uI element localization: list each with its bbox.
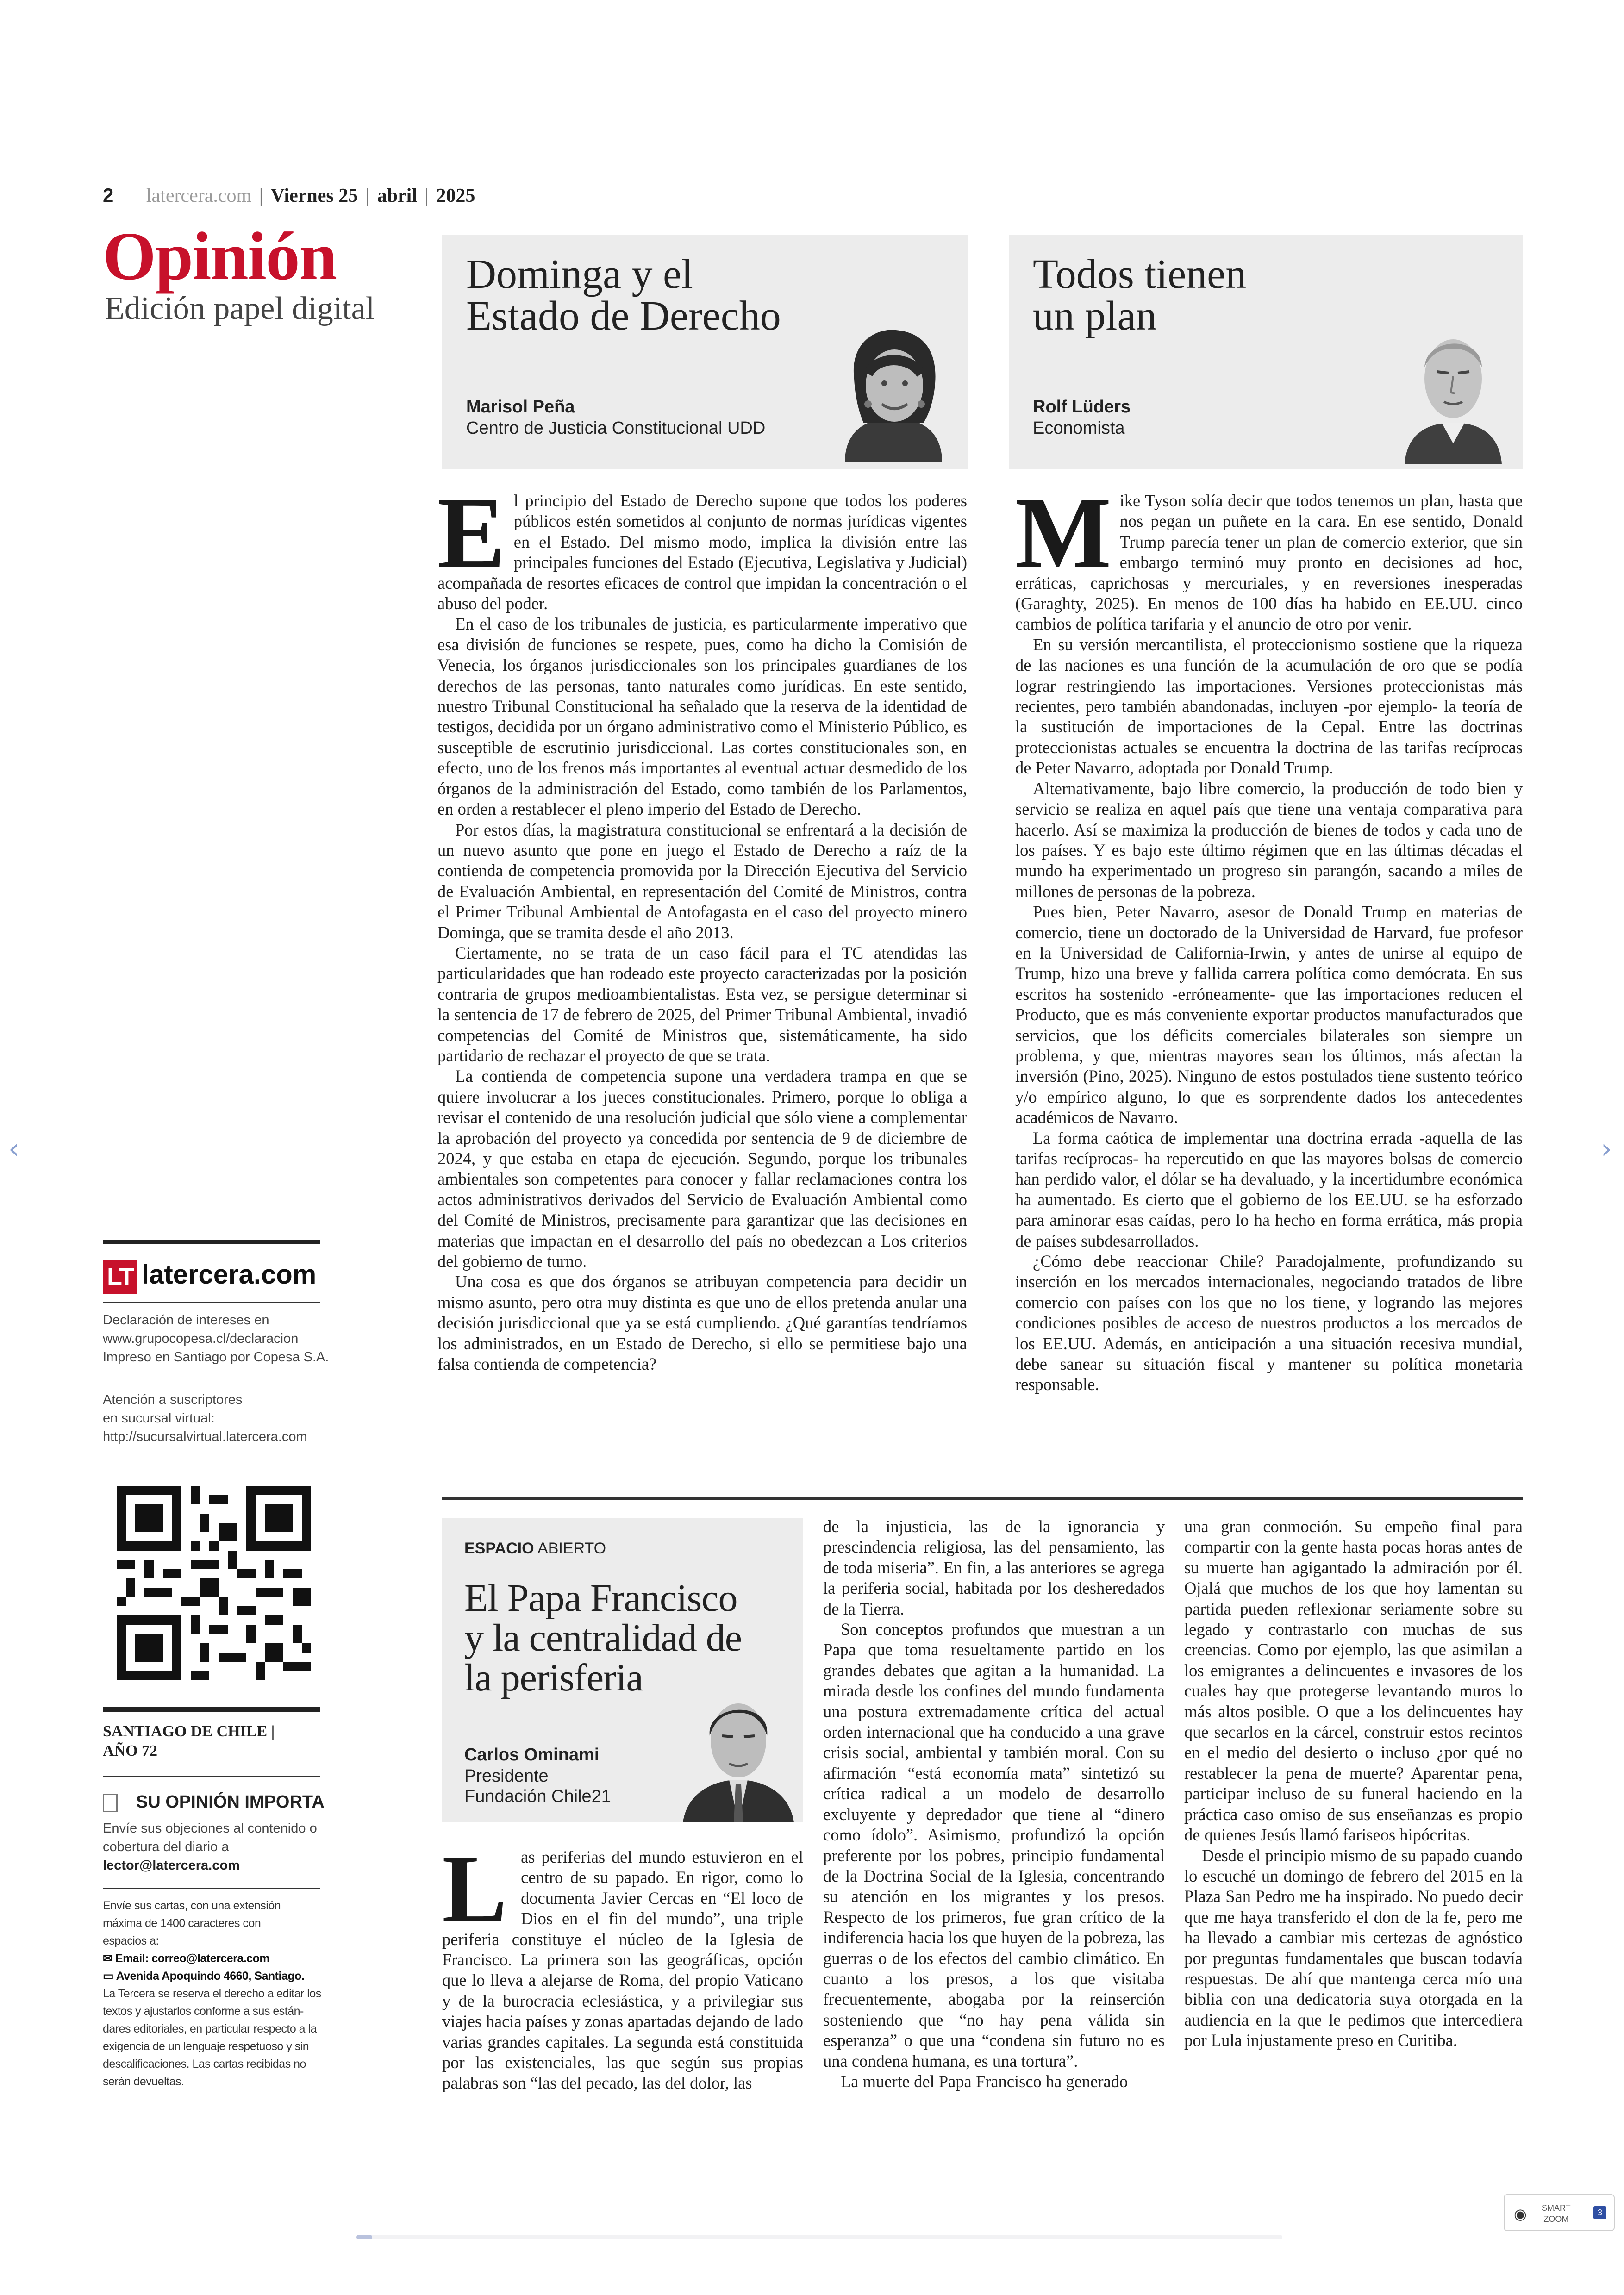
author-name: Marisol Peña <box>466 397 575 417</box>
subscribers-line: Atención a suscriptores <box>103 1392 243 1407</box>
ea-label-rest: ABIERTO <box>537 1540 606 1557</box>
letters-line: Envíe sus cartas, con una extensión <box>103 1899 281 1912</box>
letters-line: máxima de 1400 caracteres con <box>103 1917 261 1930</box>
su-opinion-text <box>103 1819 334 1875</box>
rights-line: serán devueltas. <box>103 2075 184 2088</box>
eye-icon: ◉ <box>1514 2206 1527 2222</box>
document-icon <box>103 1794 118 1812</box>
author-role: Economista <box>1033 418 1125 438</box>
header-month: abril <box>377 185 417 206</box>
header-site: latercera.com <box>146 185 252 206</box>
headline-line: Dominga y el <box>466 251 693 297</box>
article-paragraph: as periferias del mundo estuvieron en el centro de su papado. En rigor, como lo documenta Javier Cercas en “El loco de Dios en el fin del mundo”, una triple periferia constituye el núcleo de la Iglesia de Francisco. La primera son las geográficas, opción que lo lleva a alejarse de Roma, del propio Vaticano y de la burocracia eclesiástica, y a privilegiar sus viajes hacia países y zonas apartadas dejando de lado varias grandes capitales. La segunda está constituida por las existenciales, las que según sus propias palabras son “las del pecado, las del dolor, las <box>442 1847 803 2093</box>
sidebar-rule <box>103 1888 320 1889</box>
author-name: Carlos Ominami <box>464 1745 600 1765</box>
article-paragraph: Alternativamente, bajo libre comercio, la producción de todo bien y servicio se realiza en aquel país que tiene una ventaja comparativa para hacerlo. Así se maximiza la producción de bienes de todos y cada uno de los países. Y es bajo este último régimen que en las últimas décadas el mundo ha experimentado un progreso sin parangón, sacando a miles de millones de personas de la pobreza. <box>1015 779 1523 901</box>
article-paragraph: l principio del Estado de Derecho supone que todos los poderes públicos estén sometidos al conjunto de normas jurídicas vigentes en el Estado. Del mismo modo, implica la división entre las principales funciones del Estado (Ejecutiva, Legislativa y Judicial) acompañada de resortes eficaces de control que impidan la concentración o el abuso del poder. <box>437 491 967 613</box>
prev-page-chevron-icon[interactable]: ‹ <box>8 1133 19 1165</box>
article-body-right <box>1015 476 1523 1395</box>
su-opinion-line: cobertura del diario a <box>103 1840 229 1854</box>
sidebar-rule <box>103 1776 320 1777</box>
article-paragraph: La forma caótica de implementar una doctrina errada -aquella de las tarifas recíprocas- ha repercutido en que las mayores bolsas de comercio han perdido valor, el dólar se ha devaluado, y la incertidumbre económica ha aumentado. Es cierto que el gobierno de los EE.UU. se ha esforzado para aminorar esas caídas, pero lo ha hecho en forma errática, más propia de países subdesarrollados. <box>1015 1128 1523 1250</box>
subscribers-block <box>103 1391 334 1446</box>
ea-column-2 <box>823 1516 1165 2092</box>
author-portrait <box>1398 323 1509 464</box>
ea-label-bold: ESPACIO <box>464 1540 534 1557</box>
article-paragraph: La muerte del Papa Francisco ha generado <box>841 2071 1128 2091</box>
article-paragraph: ¿Cómo debe reaccionar Chile? Paradojalmente, profundizando su inserción en los mercados internacionales, negociando tratados de libre comercio con países con los que no los tiene, y logrando las mejores condiciones posibles de acceso de nuestros productos a los mercados de los EE.UU. Además, en anticipación a una situación recesiva mundial, debe sanear su situación fiscal y mantener su política monetaria responsable. <box>1015 1252 1523 1394</box>
header-year: 2025 <box>436 185 475 206</box>
city-line: SANTIAGO DE CHILE | <box>103 1723 275 1740</box>
article-paragraph: Son conceptos profundos que muestran a un Papa que toma resueltamente partido en los grandes debates que agitan a la humanidad. La mirada desde los confines del mundo fundamenta una postura extremadamente crítica del actual orden internacional que ha conducido a una grave crisis social, ambiental y también moral. Con su afirmación “está economía mata” sintetizó su crítica radical a un modelo de desarrollo excluyente y depredador que tiene al “dinero como ídolo”. Asimismo, profundizó la opción preferente por los pobres, principio fundamental de la Doctrina Social de la Iglesia, concentrando su atención en los migrantes y los presos. Respecto de los primeros, fue gran crítico de la indiferencia hacia los que huyen de la pobreza, las guerras o de los efectos del cambio climático. En cuanto a los presos, a los que visitaba frecuentemente, abogaba por la reinserción sosteniendo que “no hay pena válida sin esperanza” o que una “condena sin futuro no es una condena humana, es una tortura”. <box>823 1620 1165 2070</box>
ea-column-3 <box>1184 1516 1523 2051</box>
sidebar-rule <box>103 1240 320 1244</box>
scrollbar-thumb[interactable] <box>356 2235 372 2239</box>
ea-headline <box>464 1578 742 1698</box>
year-line: AÑO 72 <box>103 1742 158 1759</box>
section-subtitle: Edición papel digital <box>105 291 375 326</box>
lt-logo-mark: LT <box>103 1260 137 1294</box>
city-block <box>103 1722 325 1761</box>
article-paragraph: una gran conmoción. Su empeño final para compartir con la gente hasta pocas horas antes de su muerte han agigantado la admiración por él. Ojalá que muchos de los que hoy lamentan su partida pueden reflexionar seriamente sobre su legado y contrastarlo con muchas de sus creencias. Como por ejemplo, las que asimilan a los emigrantes a delincuentes e invasores de los cuales hay que protegerse levantando muros lo más altos posible. O que a los delincuentes hay que secarlos en la cárcel, construir estos recintos en el medio del desierto o incluso ¿por qué no restablecer la pena de muerte? Aparentar pena, participar incluso de su funeral haciendo en la práctica caso omiso de sus enseñanzas es propio de quienes Jesús llamó fariseos hipócritas. <box>1184 1517 1523 1845</box>
su-opinion-email[interactable]: lector@latercera.com <box>103 1858 240 1873</box>
horizontal-scrollbar[interactable] <box>356 2235 1282 2239</box>
author-name: Rolf Lüders <box>1033 397 1131 417</box>
author-role: Centro de Justicia Constitucional UDD <box>466 418 766 438</box>
article-paragraph: Una cosa es que dos órganos se atribuyan competencia para decidir un mismo asunto, pero otra muy distinta es que uno de ellos pretenda anular una decisión jurisdiccional que ya se está cumpliendo. ¿Qué garantías tendríamos los administrados, en un Estado de Derecho, si ello se permitiese bajo una falsa contienda de competencia? <box>437 1272 967 1374</box>
section-title: Opinión <box>103 218 337 294</box>
article-paragraph: La contienda de competencia supone una verdadera trampa en que se quiere involucrar a los jueces constitucionales. Primero, porque lo obliga a revisar el contenido de una resolución judicial que sólo viene a complementar la aprobación del proyecto ya concedida por sentencia de 9 de diciembre de 2024, y que estaba en etapa de ejecución. Segundo, porque los tribunales ambientales son competentes para conocer y fallar reclamaciones contra los actos administrativos derivados del Servicio de Evaluación Ambiental como del Comité de Ministros, precisamente para garantizar que las decisiones en materias que impactan en el desarrollo del país no obedezcan a Los criterios del gobierno de turno. <box>437 1066 967 1271</box>
subscribers-line: http://sucursalvirtual.latercera.com <box>103 1429 307 1444</box>
email-line[interactable]: Email: correo@latercera.com <box>115 1952 270 1965</box>
subscribers-line: en sucursal virtual: <box>103 1411 215 1426</box>
article-paragraph: Por estos días, la magistratura constitucional se enfrentará a la decisión de un nuevo asunto que pone en juego el Estado de Derecho a raíz de la contienda de competencia promovida por la Dirección Ejecutiva del Servicio de Evaluación Ambiental, en representación del Comité de Ministros, contra el Primer Tribunal Ambiental de Antofagasta en el caso del proyecto minero Dominga, que se tramita desde el año 2013. <box>437 820 967 942</box>
declaration-line: Impreso en Santiago por Copesa S.A. <box>103 1350 329 1365</box>
article-paragraph: En su versión mercantilista, el proteccionismo sostiene que la riqueza de las naciones es una función de la acumulación de oro que se podía lograr restringiendo las importaciones. Versiones proteccionistas más recientes, pero también abandonadas, incluyen -por ejemplo- la teoría de la sustitución de importaciones de la Cepal. Entre las doctrinas proteccionistas actuales se encuentra la doctrina de las tarifas recíprocas de Peter Navarro, adoptada por Donald Trump. <box>1015 635 1523 778</box>
sidebar-rule <box>103 1707 320 1712</box>
page-header: 2 latercera.com | Viernes 25 | abril | 2025 <box>103 184 475 206</box>
article-paragraph: Ciertamente, no se trata de un caso fácil para el TC atendidas las particularidades que han rodeado este proyecto caracterizadas por la posición contraria de grupos medioambientalistas. Esta vez, se persigue determinar si la sentencia de 17 de febrero de 2025, del Primer Tribunal Ambiental, invadió competencias del Comité de Ministros que, sistemáticamente, ha sido partidario de rechazar el proyecto de que se trata. <box>437 943 967 1065</box>
declaration-line: www.grupocopesa.cl/declaracion <box>103 1331 299 1346</box>
espacio-abierto-box <box>442 1518 803 1822</box>
headline-line: la perisferia <box>464 1656 643 1699</box>
article-paragraph: ike Tyson solía decir que todos tenemos un plan, hasta que nos pegan un puñete en la cara. En ese sentido, Donald Trump parecía tener un plan de comercio exterior, que sin embargo terminó muy pronto en decisiones ad hoc, erráticas, caprichosas y mercuriales, y en reversiones inesperadas (Garaghty, 2025). En menos de 100 días ha habido en EE.UU. cinco cambios de política tarifaria y el anuncio de otro por venir. <box>1015 491 1523 634</box>
author-portrait <box>836 323 951 464</box>
mail-icon: ✉ <box>103 1952 115 1965</box>
address-line: Avenida Apoquindo 4660, Santiago. <box>116 1970 305 1983</box>
author-role: Presidente <box>464 1766 549 1786</box>
section-divider <box>442 1497 1523 1500</box>
article-paragraph: Desde el principio mismo de su papado cuando lo escuché un domingo de febrero del 2015 en la Plaza San Pedro me ha inspirado. No puedo decir que me haya transferido el don de la fe, pero me ha llevado a cambiar mis certezas de agnóstico por preguntas fundamentales que buscan todavía respuestas. De ahí que mantenga cerca mío una biblia con una dedicatoria suya otorgada en la audiencia en la que le pedimos que intercediera por Lula injustamente preso en Curitiba. <box>1184 1846 1523 2050</box>
rights-line: exigencia de un lenguaje respetuoso y sin <box>103 2040 309 2053</box>
rights-line: dares editoriales, en particular respecto a la <box>103 2022 317 2035</box>
page-number: 2 <box>103 184 114 206</box>
drop-cap: E <box>437 476 506 589</box>
drop-cap: M <box>1015 476 1112 589</box>
smart-zoom-button[interactable] <box>1504 2194 1615 2231</box>
drop-cap: L <box>442 1835 507 1943</box>
article-paragraph: En el caso de los tribunales de justicia, es particularmente imperativo que esa división de funciones se respete, pues, como ha dicho la Comisión de Venecia, los órganos jurisdiccionales son los principales guardianes de los derechos de las personas, tanto naturales como jurídicas. En este sentido, nuestro Tribunal Constitucional ha señalado que la reserva de la identidad de testigos, decidida por un órgano administrativo como el Ministerio Público, es susceptible de escrutinio jurisdiccional. Las cortes constitucionales son, en efecto, uno de los frenos más importantes al eventual actuar desmedido de los órganos de la administración del Estado, como también de los Parlamentos, en orden a restablecer el pleno imperio del Estado de Derecho. <box>437 614 967 819</box>
headline-line: un plan <box>1033 293 1157 339</box>
rights-line: descalificaciones. Las cartas recibidas no <box>103 2058 306 2070</box>
headline-line: El Papa Francisco <box>464 1577 737 1620</box>
column-header-right <box>1009 235 1523 469</box>
headline-line: Todos tienen <box>1033 251 1247 297</box>
zoom-label: SMART <box>1542 2203 1571 2213</box>
su-opinion-title: SU OPINIÓN IMPORTA <box>136 1792 325 1812</box>
qr-code[interactable] <box>117 1486 311 1680</box>
author-portrait <box>678 1685 799 1822</box>
column-header-left <box>442 235 968 469</box>
su-opinion-heading <box>103 1792 325 1812</box>
declaration-line: Declaración de intereses en <box>103 1313 269 1328</box>
address-icon: ▭ <box>103 1970 116 1983</box>
latercera-logo <box>103 1259 316 1294</box>
rights-line: textos y ajustarlos conforme a sus están- <box>103 2005 304 2018</box>
zoom-badge: 3 <box>1593 2206 1606 2219</box>
author-role: Fundación Chile21 <box>464 1787 611 1806</box>
su-opinion-line: Envíe sus objeciones al contenido o <box>103 1821 317 1836</box>
letters-block <box>103 1897 334 2090</box>
article-body-left <box>437 476 967 1374</box>
article-paragraph: Pues bien, Peter Navarro, asesor de Donald Trump en materias de comercio, tiene un doctorado de la Universidad de Harvard, fue profesor en la Universidad de California-Irwin, y antes de unirse al equipo de Trump, hizo una breve y fallida carrera política como demócrata. En sus escritos ha sostenido -erróneamente- que las importaciones reducen el Producto, que es más conveniente exportar productos manufacturados que servicios, que los déficits comerciales bilaterales son siempre un problema, y que, mientras mayores sean los últimos, más afectan la inversión (Pino, 2025). Ninguno de estos postulados tiene sustento teórico y/o empírico alguno, lo que es sorprendente dados los antecedentes académicos de Navarro. <box>1015 902 1523 1127</box>
headline-line: Estado de Derecho <box>466 293 781 339</box>
zoom-label: ZOOM <box>1543 2214 1569 2224</box>
lt-logo-text: latercera.com <box>142 1260 317 1290</box>
ea-column-1 <box>442 1835 803 2094</box>
rights-line: La Tercera se reserva el derecho a editar los <box>103 1987 321 2000</box>
sidebar-rule <box>103 1302 320 1303</box>
declaration-block <box>103 1311 334 1366</box>
header-date: Viernes 25 <box>270 185 358 206</box>
headline-line: y la centralidad de <box>464 1616 742 1659</box>
letters-line: espacios a: <box>103 1934 159 1947</box>
article-paragraph: de la injusticia, las de la ignorancia y prescindencia religiosa, las del pensamiento, las de toda miseria”. En fin, a las anteriores se agrega la periferia social, habitada por los desheredados de la Tierra. <box>823 1517 1165 1618</box>
next-page-chevron-icon[interactable]: › <box>1601 1133 1612 1165</box>
